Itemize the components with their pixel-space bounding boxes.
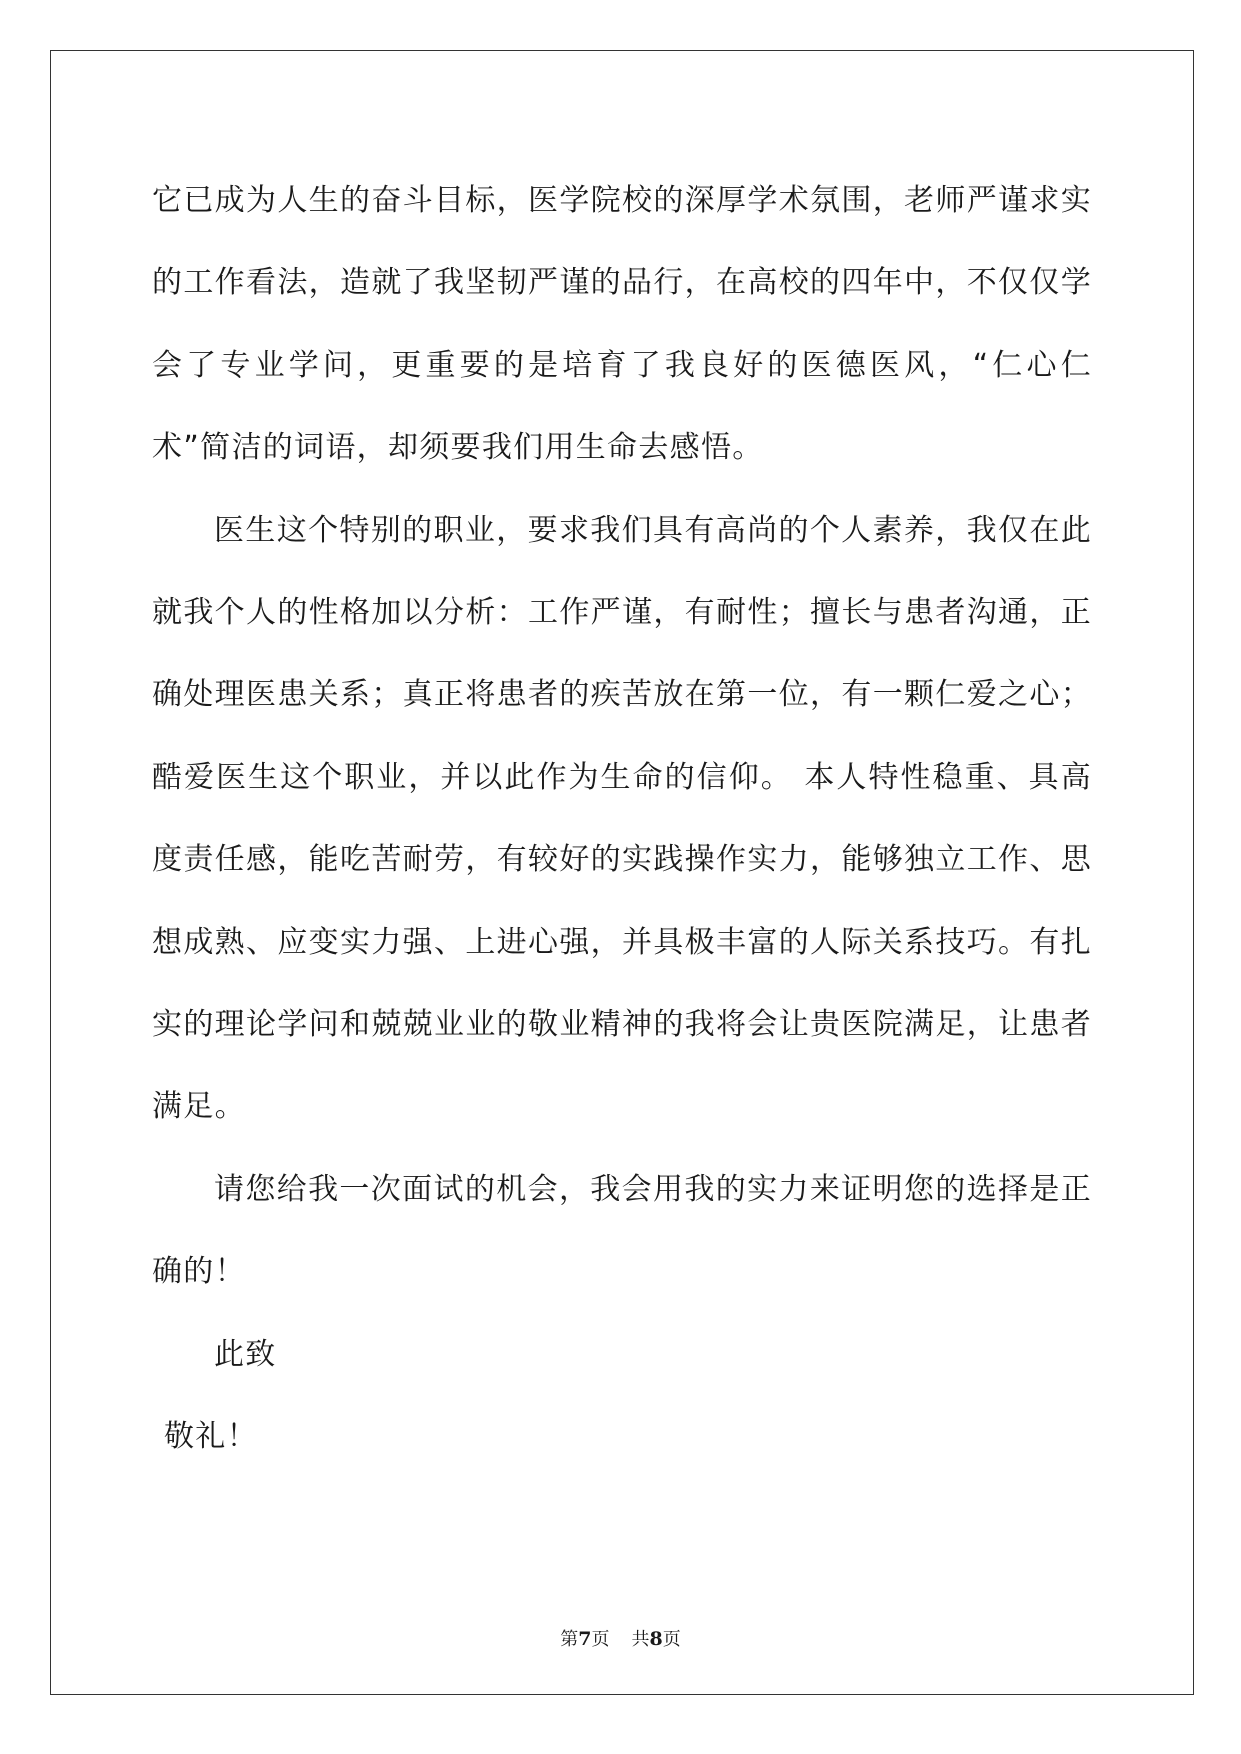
letter-body [152,160,1092,1479]
closing-greeting: 敬礼！ [164,1419,258,1455]
paragraph-education: 它已成为人生的奋斗目标，医学院校的深厚学术氛围，老师严谨求实的工作看法，造就了我坚韧严谨的品行，在高校的四年中，不仅仅学会了专业学问，更重要的是培育了我良好的医德医风，“仁心仁术”简洁的词语，却须要我们用生命去感悟。 [152,183,1092,466]
paragraph-interview-request: 请您给我一次面试的机会，我会用我的实力来证明您的选择是正确的！ [152,1171,1092,1290]
total-prefix: 共 [631,1629,650,1650]
closing-salutation: 此致 [214,1336,277,1372]
paragraph-personal-qualities: 医生这个特别的职业，要求我们具有高尚的个人素养，我仅在此就我个人的性格加以分析：工作严谨，有耐性；擅长与患者沟通，正确处理医患关系；真正将患者的疾苦放在第一位，有一颗仁爱之心；酷爱医生这个职业，并以此作为生命的信仰。 本人特性稳重、具高度责任感，能吃苦耐劳，有较好的实践操作实力，能够独立工作、思想成熟、应变实力强、上进心强，并具极丰富的人际关系技巧。有扎实的理论学问和兢兢业业的敬业精神的我将会让贵医院满足，让患者满足。 [152,512,1092,1125]
total-pages-number: 8 [649,1628,663,1650]
total-suffix: 页 [662,1629,681,1650]
page-suffix: 页 [591,1629,610,1650]
page-footer [0,1625,1241,1651]
current-page-number: 7 [578,1628,592,1650]
page-prefix: 第 [560,1629,579,1650]
